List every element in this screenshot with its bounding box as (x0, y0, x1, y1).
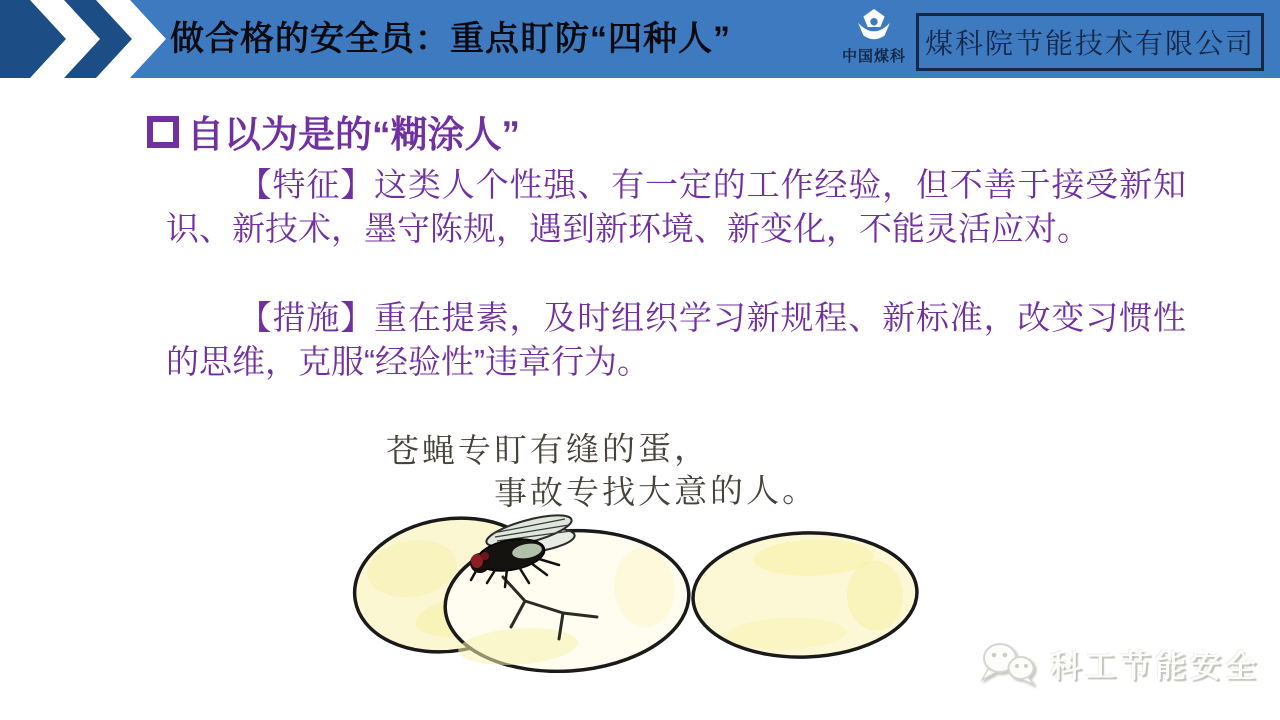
company-logo (836, 8, 912, 72)
slide-title: 做合格的安全员：重点盯防“四种人” (170, 20, 731, 58)
company-name-box: 煤科院节能技术有限公司 (916, 13, 1264, 71)
watermark (978, 638, 1260, 688)
chevron-decoration-icon (0, 0, 170, 78)
header-bar (0, 0, 1280, 78)
eggs-and-fly-drawing (345, 503, 925, 673)
square-bullet-icon (147, 116, 179, 148)
section-heading-text: 自以为是的“糊涂人” (187, 114, 520, 155)
illustration-caption-line1: 苍蝇专盯有缝的蛋， (385, 429, 711, 470)
logo-brand-text: 中国煤科 (841, 48, 906, 65)
right-egg (691, 529, 919, 661)
illustration-caption-line2: 事故专找大意的人。 (493, 471, 819, 512)
section-heading (147, 104, 520, 158)
coal-science-emblem-icon (856, 8, 892, 44)
feature-paragraph: 【特征】这类人个性强、有一定的工作经验，但不善于接受新知识、新技术，墨守陈规，遇到新环境、新变化，不能灵活应对。 (166, 166, 1186, 247)
wechat-icon (978, 638, 1040, 688)
measure-paragraph: 【措施】重在提素，及时组织学习新规程、新标准，改变习惯性的思维，克服“经验性”违章行为。 (166, 299, 1186, 380)
watermark-text: 科工节能安全 (1050, 648, 1260, 684)
